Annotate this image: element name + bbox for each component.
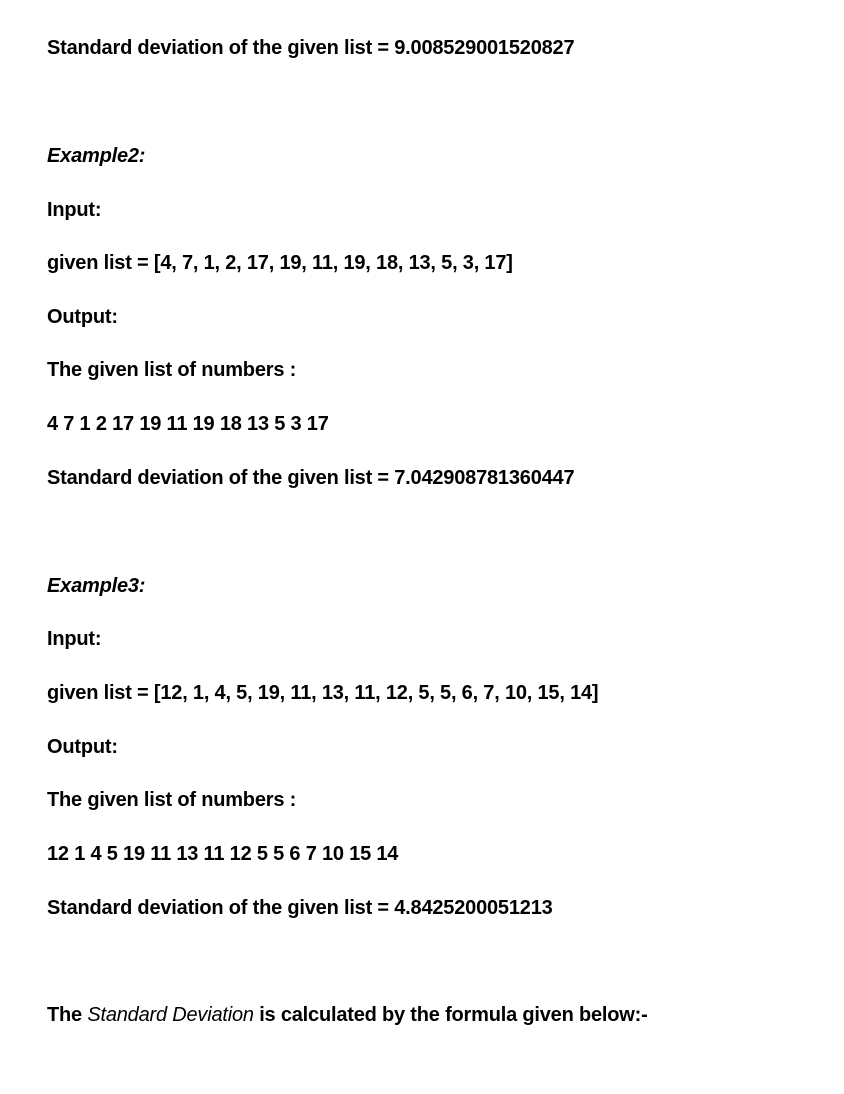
formula-note-prefix: The bbox=[47, 1004, 88, 1026]
formula-note bbox=[47, 1003, 648, 1027]
example2-std-dev-result: Standard deviation of the given list = 7.042908781360447 bbox=[47, 467, 575, 489]
example3-heading: Example3: bbox=[47, 575, 146, 597]
example2-input-label: Input: bbox=[47, 199, 102, 221]
example2-heading: Example2: bbox=[47, 145, 146, 167]
example3-input-label: Input: bbox=[47, 628, 102, 650]
example3-numbers: 12 1 4 5 19 11 13 11 12 5 5 6 7 10 15 14 bbox=[47, 843, 399, 865]
example2-numbers-label: The given list of numbers : bbox=[47, 359, 297, 381]
example3-numbers-label: The given list of numbers : bbox=[47, 789, 297, 811]
example2-numbers: 4 7 1 2 17 19 11 19 18 13 5 3 17 bbox=[47, 413, 329, 435]
example2-given-list: given list = [4, 7, 1, 2, 17, 19, 11, 19, 18, 13, 5, 3, 17] bbox=[47, 252, 513, 274]
std-dev-result-example1: Standard deviation of the given list = 9.008529001520827 bbox=[47, 37, 575, 59]
formula-note-emphasis: Standard Deviation bbox=[87, 1004, 254, 1026]
example3-given-list: given list = [12, 1, 4, 5, 19, 11, 13, 11, 12, 5, 5, 6, 7, 10, 15, 14] bbox=[47, 682, 599, 704]
example3-std-dev-result: Standard deviation of the given list = 4.8425200051213 bbox=[47, 897, 553, 919]
example2-output-label: Output: bbox=[47, 306, 118, 328]
example3-output-label: Output: bbox=[47, 736, 118, 758]
formula-note-suffix: is calculated by the formula given below:- bbox=[253, 1004, 648, 1026]
